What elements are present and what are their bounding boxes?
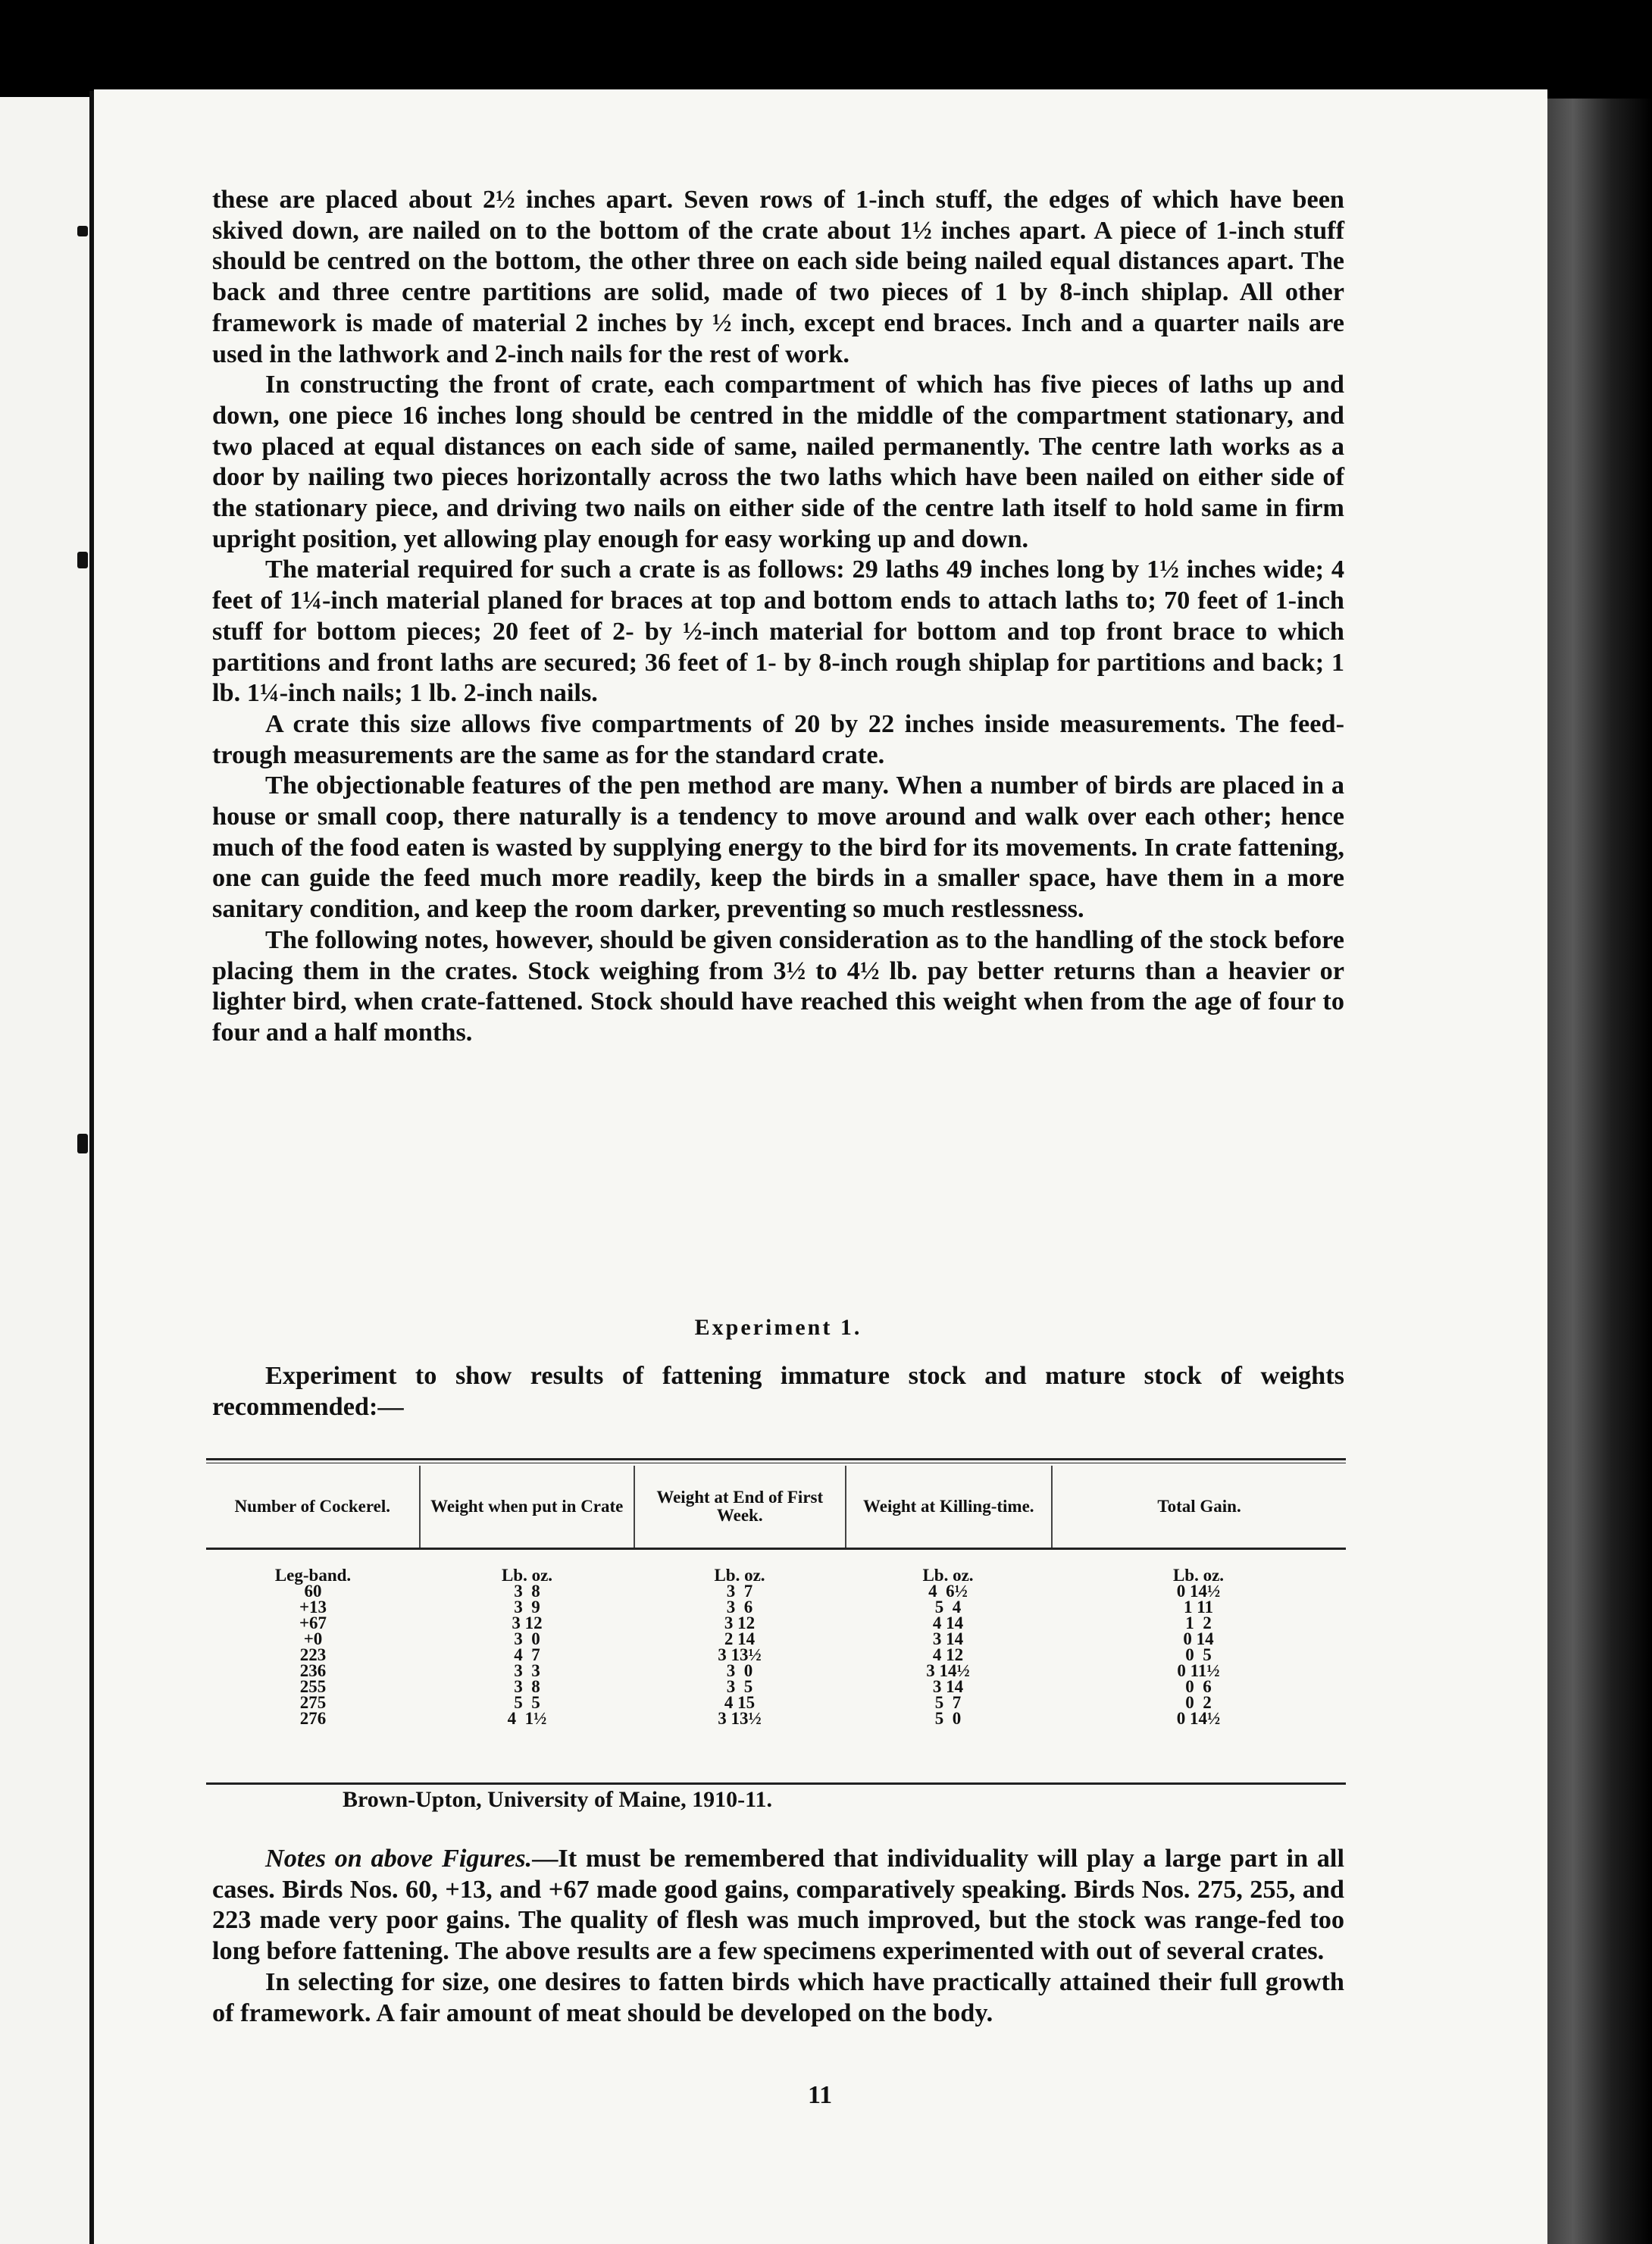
cell: 4 1½ [507,1709,547,1728]
cell: 0 6 [1185,1677,1212,1696]
column-total-gain [1051,1567,1346,1726]
cell: 0 14½ [1176,1709,1221,1728]
unit-label: Lb. oz. [922,1566,974,1585]
cell: 5 0 [934,1709,962,1728]
experiment-heading: Experiment 1. [694,1315,862,1340]
header-weight-put-in: Weight when put in Crate [421,1466,636,1548]
cell: 3 13½ [718,1709,762,1728]
paragraph: In constructing the front of crate, each compartment of which has five pieces of laths up and down, one piece 16 inches long should be centred in the middle of the compartment stationary, and two placed at equal distances on each side of same, nailed permanently. The centre lath works as a door by nailing two pieces horizontally across the two laths which have been nailed on either side of the stationary piece, and driving two nails on either side of the centre lath itself to hold same in firm upright position, yet allowing play enough for easy working up and down. [212,370,1344,553]
cell: 4 15 [724,1693,756,1712]
cell: 3 6 [726,1598,753,1616]
cell: 3 0 [514,1629,540,1648]
cell: 276 [299,1709,327,1728]
cell: 223 [299,1645,327,1664]
cell: 3 14½ [926,1661,970,1680]
paragraph: In selecting for size, one desires to fatten birds which have practically attained their full growth of framework. A fair amount of meat should be developed on the body. [212,1967,1344,2027]
cell: 0 14 [1183,1629,1214,1648]
table-bottom-rule [206,1782,1346,1785]
column-cockerel [206,1567,420,1726]
unit-label: Lb. oz. [501,1566,553,1585]
header-rule [206,1548,1346,1550]
cell: 0 11½ [1177,1661,1220,1680]
cell: 236 [299,1661,327,1680]
notes-paragraph [212,1843,1344,1967]
cell: 3 9 [514,1598,540,1616]
paragraph: The following notes, however, should be given consideration as to the handling of the stock before placing them in the crates. Stock weighing from 3½ to 4½ lb. pay better returns than a heavier or lighter bird, when crate-fattened. Stock should have reached this weight when from the age of four to four and a half months. [212,925,1344,1047]
cell: 5 5 [514,1693,540,1712]
results-table [206,1466,1346,1726]
notes-label: Notes on above Figures. [265,1844,533,1873]
cell: 255 [299,1677,327,1696]
cell: 3 8 [514,1677,540,1696]
unit-label: Lb. oz. [1172,1566,1225,1585]
cell: 1 2 [1185,1613,1212,1632]
cell: 0 5 [1185,1645,1212,1664]
binding-mark [77,226,88,236]
unit-label: Leg-band. [274,1566,352,1585]
notes-section [212,1843,1344,2028]
table-header [206,1466,1346,1548]
cell: +13 [299,1598,327,1616]
cell: 4 14 [932,1613,964,1632]
cell: 3 14 [932,1677,964,1696]
cell: 4 6½ [928,1582,968,1601]
page-number: 11 [808,2081,833,2109]
column-weight-put-in [420,1567,634,1726]
paragraph: The material required for such a crate is as follows: 29 laths 49 inches long by 1½ inches wide; 4 feet of 1¼-inch material planed for braces at top and bottom ends to attach laths to; 70 feet of 1-inch stuff for bottom pieces; 20 feet of 2- by ½-inch material for bottom and top front brace to which partitions and front laths are secured; 36 feet of 1- by 8-inch rough shiplap for partitions and back; 1 lb. 1¼-inch nails; 1 lb. 2-inch nails. [212,555,1344,708]
cell: 275 [299,1693,327,1712]
body-text [212,184,1344,1048]
cell: 3 12 [724,1613,756,1632]
cell: 0 14½ [1176,1582,1221,1601]
paragraph: A crate this size allows five compartments of 20 by 22 inches inside measurements. The feed-trough measurements are the same as for the standard crate. [212,709,1344,769]
cell: +67 [299,1613,327,1632]
cell: 3 3 [514,1661,540,1680]
cell: 3 5 [726,1677,753,1696]
experiment-intro [212,1360,1344,1422]
cell: +0 [303,1629,323,1648]
cell: 3 7 [726,1582,753,1601]
header-total-gain: Total Gain. [1157,1497,1241,1516]
left-page-edge [0,97,89,2244]
cell: 2 14 [724,1629,756,1648]
table-source: Brown-Upton, University of Maine, 1910-11. [343,1787,772,1812]
paragraph: Experiment to show results of fattening immature stock and mature stock of weights recommended:— [212,1361,1344,1421]
table-body [206,1567,1346,1726]
cell: 3 8 [514,1582,540,1601]
cell: 1 11 [1184,1598,1213,1616]
unit-label: Lb. oz. [714,1566,765,1585]
cell: 3 14 [932,1629,964,1648]
column-weight-killing [845,1567,1051,1726]
page-edge-shadow [1543,99,1652,2244]
header-weight-first-week: Weight at End of First Week. [635,1466,846,1548]
paragraph: these are placed about 2½ inches apart. Seven rows of 1-inch stuff, the edges of which have been skived down, are nailed on to the bottom of the crate about 1½ inches apart. A piece of 1-inch stuff should be centred on the bottom, the other three on each side being nailed equal distances apart. The back and three centre partitions are solid, made of two pieces of 1 by 8-inch shiplap. All other framework is made of material 2 inches by ½ inch, except end braces. Inch and a quarter nails are used in the lathwork and 2-inch nails for the rest of work. [212,185,1344,368]
cell: 0 2 [1185,1693,1212,1712]
cell: 60 [304,1582,322,1601]
cell: 4 12 [932,1645,964,1664]
paragraph: The objectionable features of the pen method are many. When a number of birds are placed in a house or small coop, there naturally is a tendency to move around and walk over each other; hence much of the food eaten is wasted by supplying energy to the bird for its movements. In crate fattening, one can guide the feed much more readily, keep the birds in a smaller space, have them in a more sanitary condition, and keep the room darker, preventing so much restlessness. [212,771,1344,924]
column-weight-first-week [634,1567,845,1726]
notes-text: —It must be remembered that individuality will play a large part in all cases. Birds Nos. 60, +13, and +67 made good gains, comparatively speaking. Birds Nos. 275, 255, and 223 made very poor gains. The quality of flesh was much improved, but the stock was range-fed too long before fattening. The above results are a few specimens experimented with out of several crates. [212,1844,1344,1966]
binding-mark [77,552,88,568]
cell: 5 7 [934,1693,962,1712]
cell: 3 13½ [718,1645,762,1664]
cell: 5 4 [934,1598,962,1616]
header-weight-killing: Weight at Killing-time. [846,1466,1053,1548]
cell: 3 0 [726,1661,753,1680]
binding-mark [77,1134,88,1153]
cell: 4 7 [514,1645,540,1664]
table-top-rule [206,1458,1346,1460]
cell: 3 12 [512,1613,543,1632]
header-cockerel: Number of Cockerel. [206,1466,421,1548]
